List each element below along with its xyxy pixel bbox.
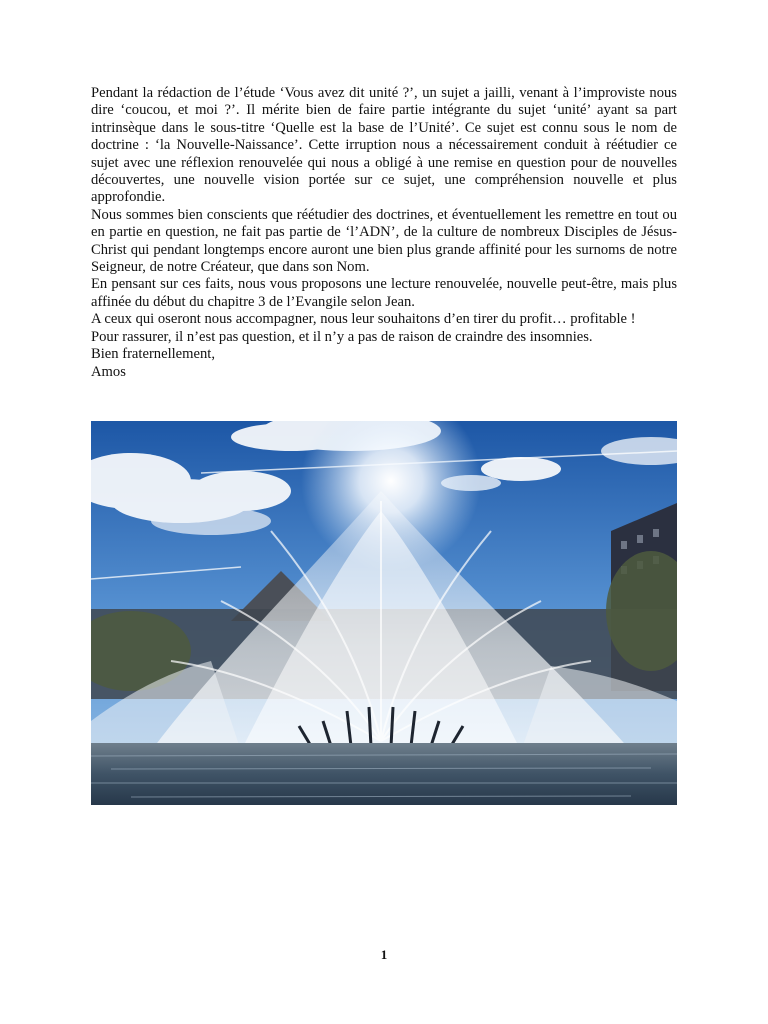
fountain-illustration [91,421,677,805]
paragraph-intro: Pendant la rédaction de l’étude ‘Vous avez dit unité ?’, un sujet a jailli, venant à l’improviste nous dire ‘coucou, et moi ?’. Il mérite bien de faire partie intégrante du sujet ‘unité’ ayant sa part intrinsèque dans le sous-titre ‘Quelle est la base de l’Unité’. Ce sujet est connu sous le nom de doctrine : ‘la Nouvelle-Naissance’. Cette irruption nous a nécessairement conduit à réétudier ce sujet avec une réflexion renouvelée qui nous a obligé à une remise en question pour de nouvelles découvertes, une nouvelle vision portée sur ce sujet, une compréhension nouvelle et plus approfondie. [91,85,677,206]
paragraph-reading: En pensant sur ces faits, nous vous proposons une lecture renouvelée, nouvelle peut-être, mais plus affinée du début du chapitre 3 de l’Evangile selon Jean. [91,276,677,310]
closing-salutation: Bien fraternellement, [91,346,215,363]
fountain-photo [91,421,677,805]
signature-name: Amos [91,363,126,380]
page-number: 1 [380,947,388,962]
paragraph-doctrines: Nous sommes bien conscients que réétudier des doctrines, et éventuellement les remettre en tout ou en partie en question, ne fait pas partie de ‘l’ADN’, de la culture de nombreux Disciples de Jésus-Christ qui pendant longtemps encore auront une bien plus grande affinité pour les surnoms de notre Seigneur, de notre Créateur, que dans son Nom. [91,206,677,276]
letter-body [91,85,677,381]
paragraph-reassurance: Pour rassurer, il n’est pas question, et il n’y a pas de raison de craindre des insomnies. [91,328,593,345]
paragraph-invitation: A ceux qui oseront nous accompagner, nous leur souhaitons d’en tirer du profit… profitable ! [91,311,636,328]
